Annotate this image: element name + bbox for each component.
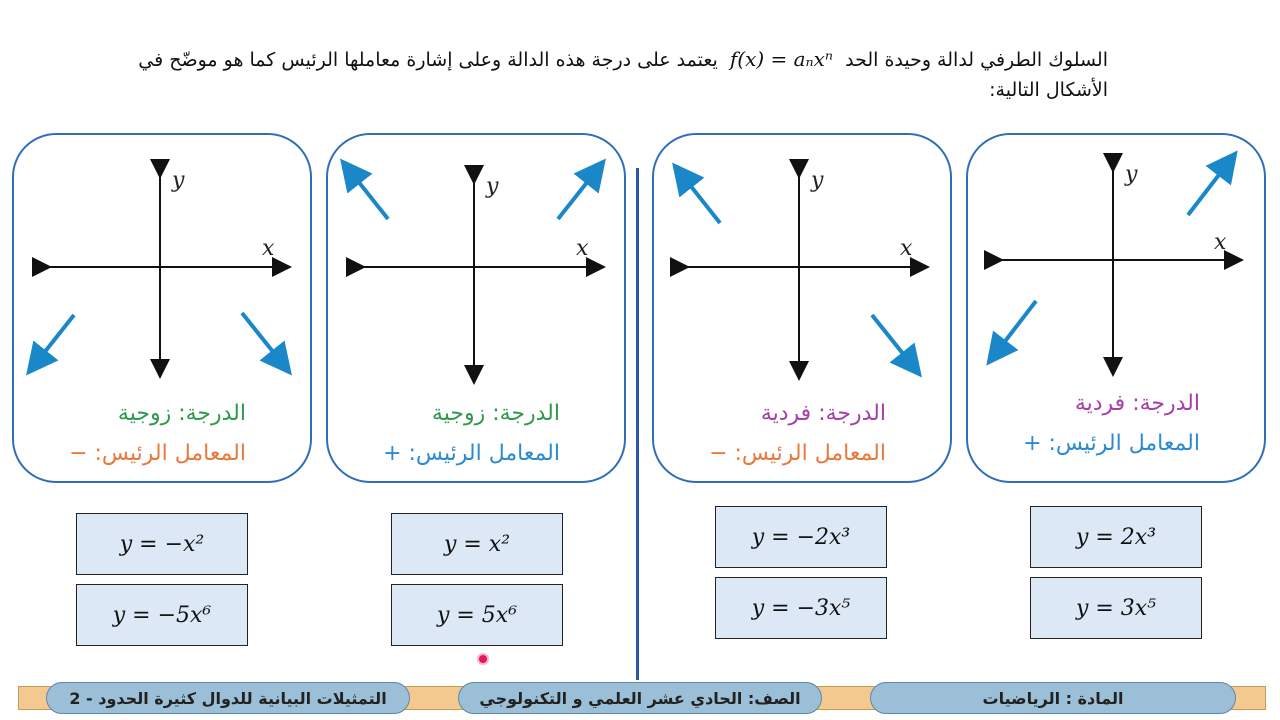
equation-box: y = −x² <box>76 513 248 575</box>
left-end-arrow-up <box>350 171 388 219</box>
left-end-arrow-up <box>682 175 720 223</box>
x-axis-label: x <box>262 236 275 261</box>
end-behavior-graph <box>328 135 628 485</box>
center-divider <box>636 168 639 680</box>
y-axis-label: y <box>1125 162 1138 187</box>
pointer-dot <box>479 655 487 663</box>
x-axis-label: x <box>900 236 913 261</box>
intro-formula: f(x) = aₙxⁿ <box>729 47 834 71</box>
right-end-arrow-down <box>242 313 282 363</box>
leading-coefficient-label: المعامل الرئيس: + <box>1023 431 1200 456</box>
end-behavior-graph <box>654 135 954 485</box>
equation-box: y = −3x⁵ <box>715 577 887 639</box>
footer-grade: الصف: الحادي عشر العلمي و التكنولوجي <box>458 682 822 714</box>
right-end-arrow-up <box>1188 163 1228 215</box>
equation-box: y = 2x³ <box>1030 506 1202 568</box>
end-behavior-graph <box>14 135 314 485</box>
x-axis-label: x <box>576 236 589 261</box>
degree-label: الدرجة: فردية <box>760 401 886 426</box>
footer-subject: المادة : الرياضيات <box>870 682 1236 714</box>
graph-panel-odd-positive <box>966 133 1266 483</box>
graph-panel-even-positive <box>326 133 626 483</box>
equation-box: y = −5x⁶ <box>76 584 248 646</box>
degree-label: الدرجة: فردية <box>1074 391 1200 416</box>
graph-panel-even-negative <box>12 133 312 483</box>
y-axis-label: y <box>172 168 185 193</box>
leading-coefficient-label: المعامل الرئيس: − <box>709 441 886 466</box>
graph-panel-odd-negative <box>652 133 952 483</box>
equation-box: y = 3x⁵ <box>1030 577 1202 639</box>
equation-box: y = −2x³ <box>715 506 887 568</box>
left-end-arrow-down <box>36 315 74 363</box>
intro-text-before: السلوك الطرفي لدالة وحيدة الحد <box>845 49 1108 71</box>
y-axis-label: y <box>811 168 824 193</box>
right-end-arrow-up <box>558 171 596 219</box>
degree-label: الدرجة: زوجية <box>431 401 560 426</box>
leading-coefficient-label: المعامل الرئيس: + <box>383 441 560 466</box>
equation-box: y = 5x⁶ <box>391 584 563 646</box>
leading-coefficient-label: المعامل الرئيس: − <box>69 441 246 466</box>
footer-lesson: التمثيلات البيانية للدوال كثيرة الحدود - 2 <box>46 682 410 714</box>
equation-box: y = x² <box>391 513 563 575</box>
left-end-arrow-down <box>996 301 1036 353</box>
intro-paragraph <box>128 44 1108 105</box>
y-axis-label: y <box>486 174 499 199</box>
intro-text-after: يعتمد على درجة هذه الدالة وعلى إشارة معاملها الرئيس كما هو موضّح في الأشكال التالية: <box>138 49 1108 101</box>
degree-label: الدرجة: زوجية <box>117 401 246 426</box>
right-end-arrow-down <box>872 315 912 365</box>
x-axis-label: x <box>1214 230 1227 255</box>
